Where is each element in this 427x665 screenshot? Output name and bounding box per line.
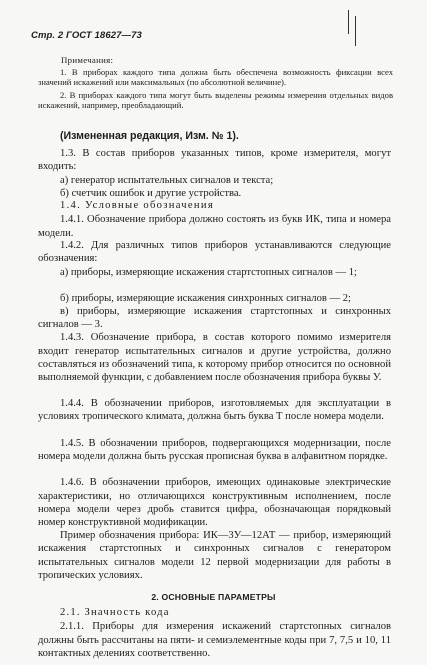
example-paragraph: Пример обозначения прибора: ИК—3У—12АТ — прибор, измеряющий искажения стартстопных и синхронных сигналов с генератором испытательных сигналов модели 12 первой модернизации для работы в тропических условиях.: [38, 529, 391, 581]
notes-title: Примечания:: [61, 55, 114, 65]
note-1: 1. В приборах каждого типа должна быть обеспечена возможность фиксации всех значений искажений или максимальных (по абсолютной величине).: [38, 67, 393, 88]
paragraph-1-4-2-a: а) приборы, измеряющие искажения стартстопных сигналов — 1;: [60, 266, 357, 278]
paragraph-1-4-2: 1.4.2. Для различных типов приборов устанавливаются следующие обозначения:: [38, 240, 391, 265]
paragraph-1-3: 1.3. В состав приборов указанных типов, кроме измерителя, могут входить:: [38, 147, 391, 173]
note-2: 2. В приборах каждого типа могут быть выделены режимы измерения отдельных видов искажений, например, преобладающий.: [38, 90, 393, 111]
margin-mark: [355, 16, 356, 46]
paragraph-1-4-6: 1.4.6. В обозначении приборов, имеющих одинаковые электрические характеристики, но отличающихся конструктивным исполнением, после номера модели через дробь ставится цифра, обозначающая порядковый номер конструктивной модификации.: [38, 477, 391, 529]
paragraph-2-1: 2.1. Значность кода: [60, 607, 170, 619]
paragraph-1-4-2-b: б) приборы, измеряющие искажения синхронных сигналов — 2;: [60, 292, 352, 304]
paragraph-1-3-a: а) генератор испытательных сигналов и текста;: [60, 174, 274, 186]
paragraph-1-4-2-c: в) приборы, измеряющие искажения стартстопных и синхронных сигналов — 3.: [38, 305, 391, 330]
margin-mark: [348, 10, 349, 34]
section-2-title: 2. ОСНОВНЫЕ ПАРАМЕТРЫ: [151, 591, 276, 602]
paragraph-2-1-1: 2.1.1. Приборы для измерения искажений стартстопных сигналов должны быть рассчитаны на пяти- и семиэлементные коды при 7, 7,5 и 10, 11 контактных делениях соответственно.: [38, 621, 391, 659]
amendment-note: (Измененная редакция, Изм. № 1).: [60, 130, 239, 142]
page-header: Стр. 2 ГОСТ 18627—73: [31, 30, 142, 41]
paragraph-1-4-3: 1.4.3. Обозначение прибора, в состав которого помимо измерителя входит генератор испытательных сигналов и другие устройства, должно составляться из обозначений типа, к которому прибор относится по основной выполняемой функции, с добавлением после обозначения прибора буквы У.: [38, 332, 391, 384]
paragraph-1-3-b: б) счетчик ошибок и другие устройства.: [60, 187, 242, 199]
paragraph-1-4-4: 1.4.4. В обозначении приборов, изготовляемых для эксплуатации в условиях тропического климата, должна быть буква Т после номера модели.: [38, 397, 391, 423]
paragraph-1-4-5: 1.4.5. В обозначении приборов, подвергающихся модернизации, после номера модели должна быть русская прописная буква в алфавитном порядке.: [38, 437, 391, 462]
paragraph-1-4-1: 1.4.1. Обозначение прибора должно состоять из букв ИК, типа и номера модели.: [38, 214, 391, 239]
paragraph-1-4: 1.4. Условные обозначения: [60, 200, 215, 212]
